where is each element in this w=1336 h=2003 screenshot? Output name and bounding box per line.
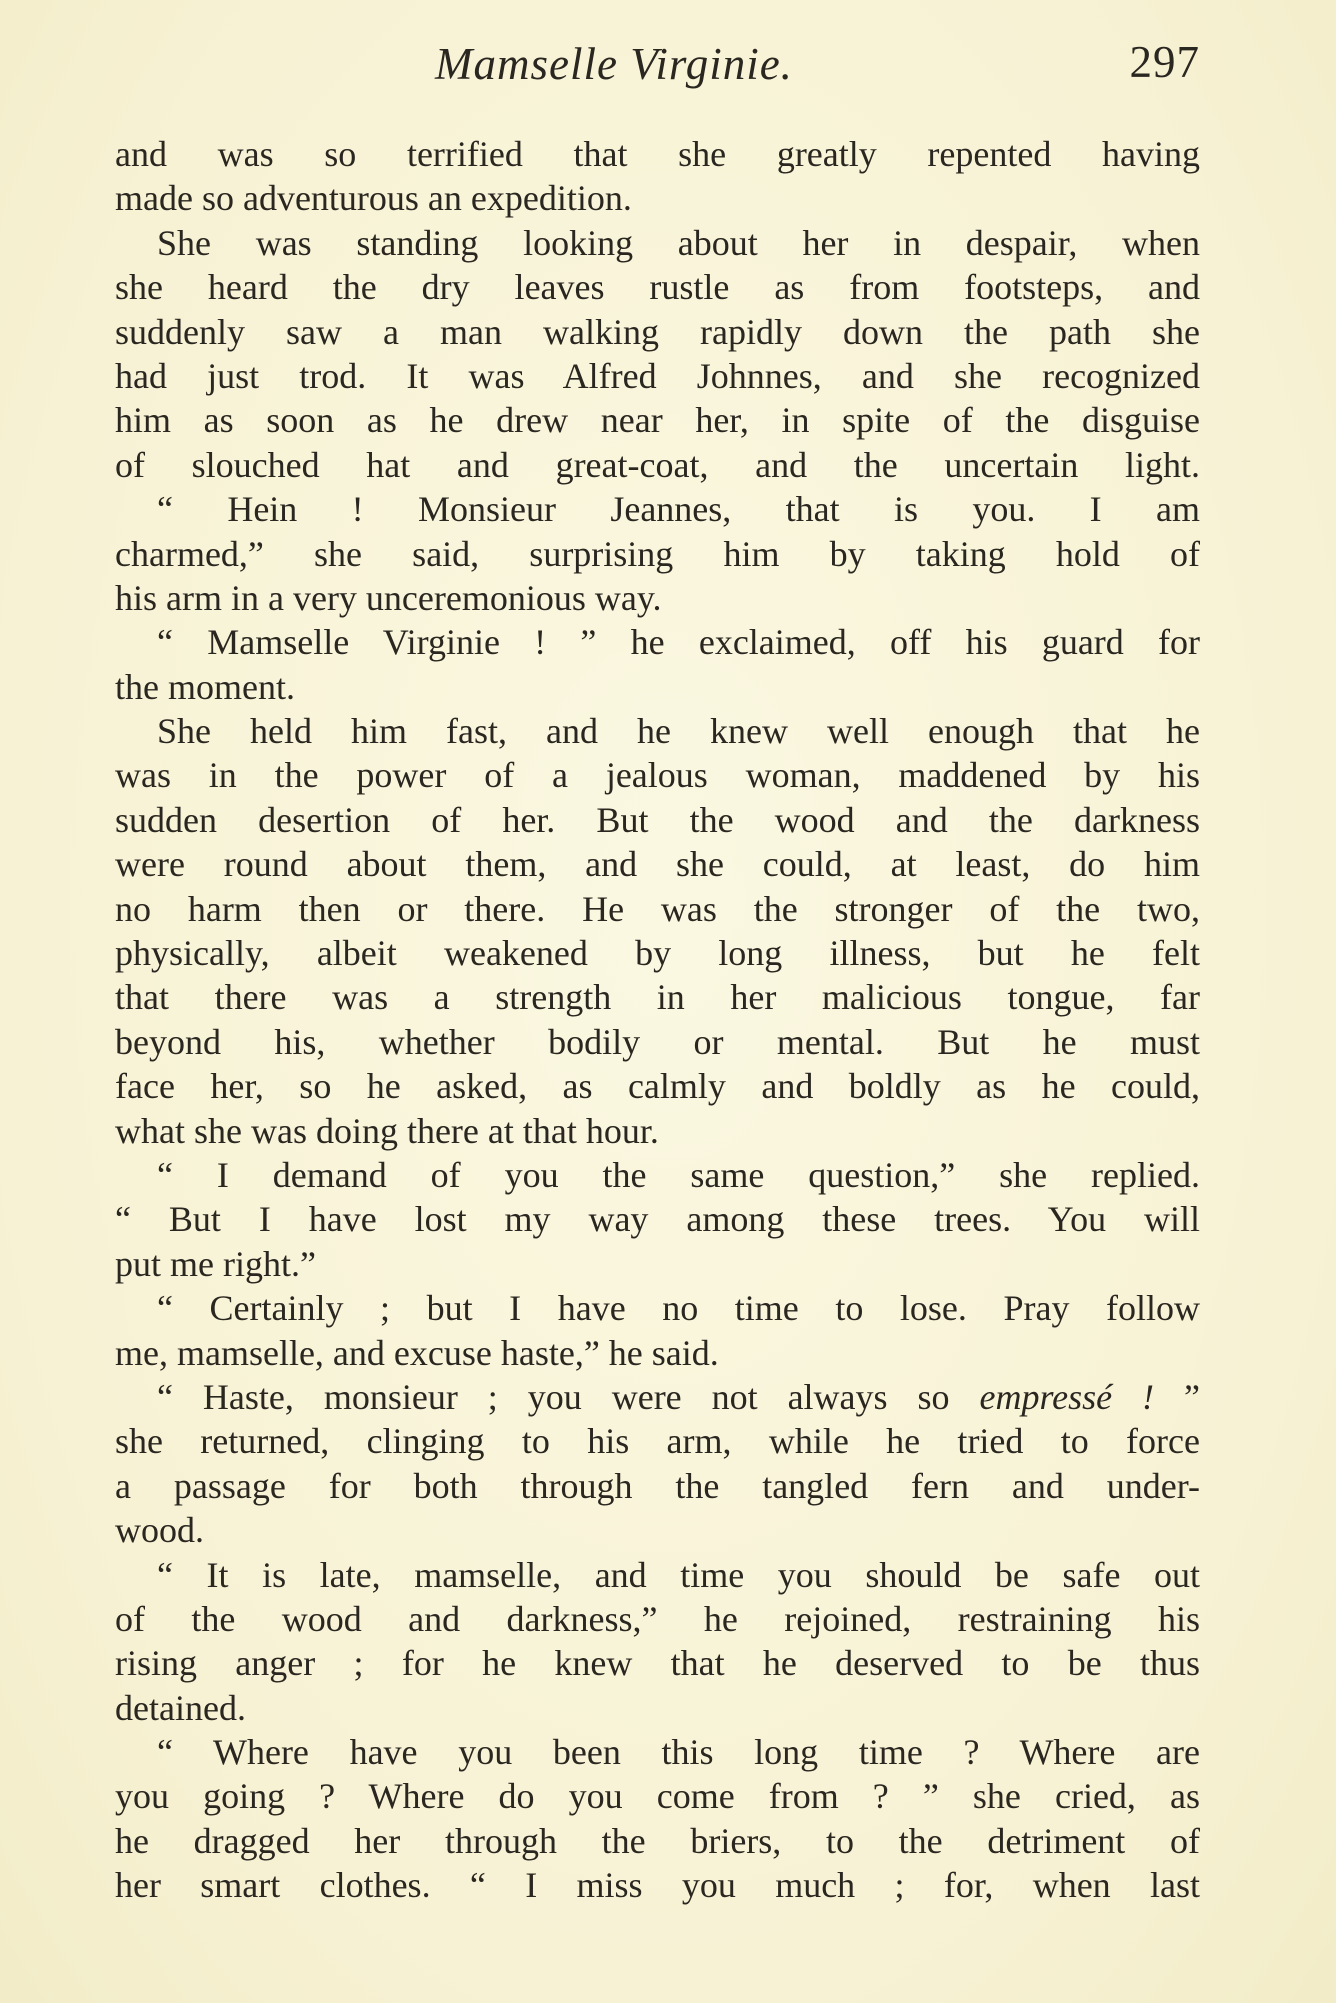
body-text bbox=[115, 132, 1200, 1908]
text-line-content: me, mamselle, and excuse haste,” he said. bbox=[115, 1332, 719, 1373]
text-line-content: “ I demand of you the same question,” she replied. bbox=[157, 1154, 1200, 1195]
text-line bbox=[115, 887, 1200, 931]
text-line-content: charmed,” she said, surprising him by taking hold of bbox=[115, 533, 1200, 574]
text-line bbox=[115, 842, 1200, 886]
text-line-content: a passage for both through the tangled fern and under- bbox=[115, 1465, 1200, 1506]
text-line-content: of slouched hat and great-coat, and the uncertain light. bbox=[115, 444, 1200, 485]
text-line bbox=[115, 1464, 1200, 1508]
text-line bbox=[115, 620, 1200, 664]
text-line-content: was in the power of a jealous woman, maddened by his bbox=[115, 755, 1200, 796]
text-line bbox=[115, 931, 1200, 975]
text-line bbox=[115, 310, 1200, 354]
text-line bbox=[115, 1109, 1200, 1153]
text-line bbox=[115, 1553, 1200, 1597]
text-line bbox=[115, 1064, 1200, 1108]
text-line-content: that there was a strength in her malicious tongue, far bbox=[115, 977, 1200, 1018]
text-line-content: detained. bbox=[115, 1687, 246, 1728]
text-line-content: of the wood and darkness,” he rejoined, restraining his bbox=[115, 1598, 1200, 1639]
text-line-content: “ Where have you been this long time ? Where are bbox=[157, 1732, 1200, 1773]
text-line-content: She was standing looking about her in despair, when bbox=[157, 222, 1200, 263]
text-line-content: him as soon as he drew near her, in spite of the disguise bbox=[115, 400, 1200, 441]
text-line-content: he dragged her through the briers, to the detriment of bbox=[115, 1820, 1200, 1861]
text-line bbox=[115, 1375, 1200, 1419]
text-line-content: wood. bbox=[115, 1510, 204, 1551]
text-line-content: “ Haste, monsieur ; you were not always so bbox=[157, 1376, 980, 1417]
text-line bbox=[115, 1730, 1200, 1774]
page-number: 297 bbox=[1129, 37, 1200, 87]
text-line-content: physically, albeit weakened by long illness, but he felt bbox=[115, 933, 1200, 974]
text-line bbox=[115, 1419, 1200, 1463]
text-line-content: She held him fast, and he knew well enough that he bbox=[157, 711, 1200, 752]
text-line bbox=[115, 1641, 1200, 1685]
text-line-content: face her, so he asked, as calmly and boldly as he could, bbox=[115, 1066, 1200, 1107]
text-line bbox=[115, 1686, 1200, 1730]
text-line-content: “ But I have lost my way among these trees. You will bbox=[115, 1199, 1200, 1240]
text-line-content: sudden desertion of her. But the wood and the darkness bbox=[115, 799, 1200, 840]
text-line-content: and was so terrified that she greatly repented having bbox=[115, 134, 1200, 174]
text-line-content: you going ? Where do you come from ? ” she cried, as bbox=[115, 1776, 1200, 1817]
text-line bbox=[115, 975, 1200, 1019]
text-line-content: beyond his, whether bodily or mental. But he must bbox=[115, 1021, 1200, 1062]
text-line-content: were round about them, and she could, at least, do him bbox=[115, 844, 1200, 885]
text-line bbox=[115, 709, 1200, 753]
text-line-trailing: ” bbox=[1154, 1376, 1200, 1417]
text-line bbox=[115, 398, 1200, 442]
text-line bbox=[115, 1508, 1200, 1552]
text-line-content: put me right.” bbox=[115, 1243, 316, 1284]
text-line bbox=[115, 132, 1200, 176]
text-line bbox=[115, 1597, 1200, 1641]
text-line bbox=[115, 576, 1200, 620]
text-line bbox=[115, 354, 1200, 398]
text-line-content: had just trod. It was Alfred Johnnes, and she recognized bbox=[115, 355, 1200, 396]
text-line bbox=[115, 1153, 1200, 1197]
text-line-content: what she was doing there at that hour. bbox=[115, 1110, 659, 1151]
text-line-content: “ It is late, mamselle, and time you should be safe out bbox=[157, 1554, 1200, 1595]
text-line-content: his arm in a very unceremonious way. bbox=[115, 577, 662, 618]
text-line bbox=[115, 221, 1200, 265]
text-line bbox=[115, 1197, 1200, 1241]
text-line-content: she returned, clinging to his arm, while he tried to force bbox=[115, 1421, 1200, 1462]
text-line-content: “ Hein ! Monsieur Jeannes, that is you. I am bbox=[157, 489, 1200, 530]
text-line bbox=[115, 1863, 1200, 1907]
text-line-content: she heard the dry leaves rustle as from footsteps, and bbox=[115, 267, 1200, 308]
text-line-content: rising anger ; for he knew that he deserved to be thus bbox=[115, 1643, 1200, 1684]
text-line bbox=[115, 1020, 1200, 1064]
text-line-content: made so adventurous an expedition. bbox=[115, 178, 632, 219]
text-line-content: the moment. bbox=[115, 666, 295, 707]
text-line-content: her smart clothes. “ I miss you much ; for, when last bbox=[115, 1865, 1200, 1906]
text-line bbox=[115, 265, 1200, 309]
text-line bbox=[115, 1242, 1200, 1286]
text-line-content: “ Certainly ; but I have no time to lose. Pray follow bbox=[157, 1288, 1200, 1329]
text-line bbox=[115, 665, 1200, 709]
text-line bbox=[115, 487, 1200, 531]
text-line bbox=[115, 443, 1200, 487]
text-line bbox=[115, 1331, 1200, 1375]
page-header bbox=[115, 28, 1200, 98]
text-line bbox=[115, 532, 1200, 576]
running-title: Mamselle Virginie. bbox=[435, 39, 793, 89]
text-line-content: suddenly saw a man walking rapidly down the path she bbox=[115, 311, 1200, 352]
text-line bbox=[115, 1774, 1200, 1818]
italic-word: empressé ! bbox=[979, 1376, 1155, 1417]
text-line bbox=[115, 176, 1200, 220]
text-line bbox=[115, 753, 1200, 797]
text-line-content: no harm then or there. He was the stronger of the two, bbox=[115, 888, 1200, 929]
text-line bbox=[115, 1286, 1200, 1330]
text-line-content: “ Mamselle Virginie ! ” he exclaimed, off his guard for bbox=[157, 622, 1200, 663]
text-line bbox=[115, 1819, 1200, 1863]
text-line bbox=[115, 798, 1200, 842]
